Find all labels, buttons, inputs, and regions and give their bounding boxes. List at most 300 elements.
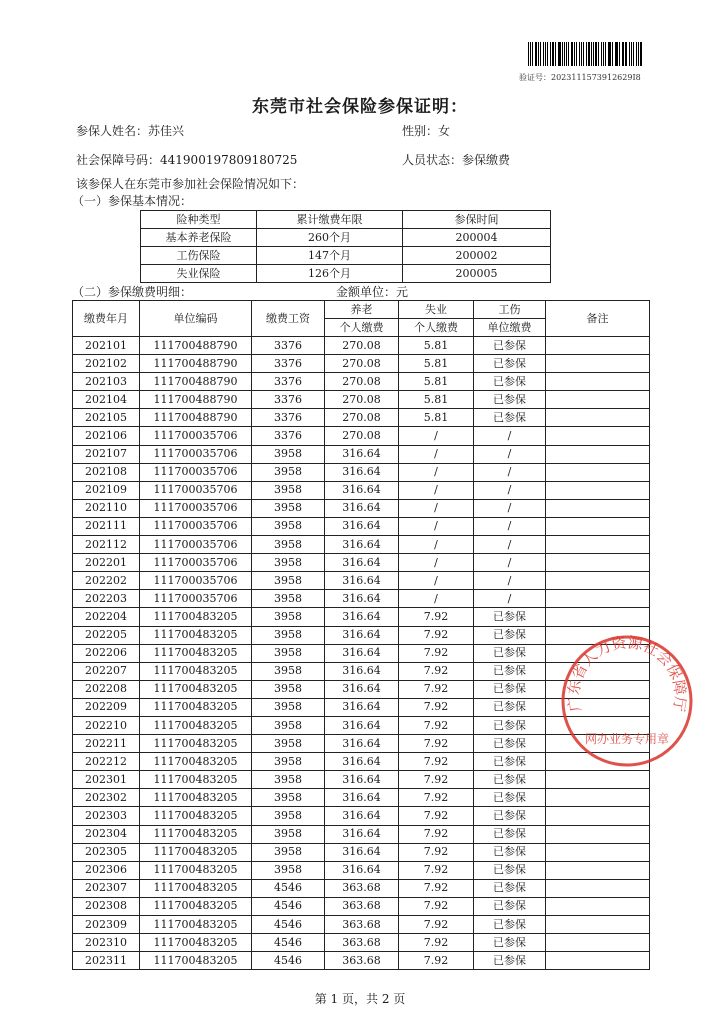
detail-cell: 已参保 xyxy=(474,934,546,952)
detail-cell: 363.68 xyxy=(325,934,399,952)
detail-cell: 已参保 xyxy=(474,879,546,897)
detail-cell: / xyxy=(474,517,546,535)
gender-value: 女 xyxy=(438,124,451,138)
detail-cell: 111700483205 xyxy=(140,825,252,843)
detail-cell: 111700488790 xyxy=(140,409,252,427)
detail-cell: 3376 xyxy=(252,409,325,427)
detail-cell xyxy=(546,517,650,535)
detail-cell: 3958 xyxy=(252,716,325,734)
detail-cell: 已参保 xyxy=(474,373,546,391)
detail-cell: 7.92 xyxy=(399,735,474,753)
detail-cell xyxy=(546,481,650,499)
detail-cell: 3958 xyxy=(252,644,325,662)
detail-cell: 111700035706 xyxy=(140,445,252,463)
detail-cell: 111700488790 xyxy=(140,355,252,373)
detail-cell: 202308 xyxy=(73,897,140,915)
detail-cell: / xyxy=(474,572,546,590)
detail-cell xyxy=(546,373,650,391)
basic-table-row xyxy=(141,229,551,247)
detail-cell xyxy=(546,409,650,427)
detail-cell: 111700483205 xyxy=(140,897,252,915)
detail-cell: / xyxy=(399,481,474,499)
header-injury-employer: 单位缴费 xyxy=(474,319,546,337)
detail-cell: 316.64 xyxy=(325,843,399,861)
detail-cell: 202212 xyxy=(73,753,140,771)
detail-cell: 202305 xyxy=(73,843,140,861)
detail-cell: 已参保 xyxy=(474,916,546,934)
detail-cell xyxy=(546,337,650,355)
name-label: 参保人姓名： xyxy=(76,124,149,138)
basic-table-row xyxy=(141,265,551,283)
header-unit-code: 单位编码 xyxy=(140,301,252,337)
header-wage: 缴费工资 xyxy=(252,301,325,337)
detail-cell: 111700483205 xyxy=(140,843,252,861)
detail-cell: 111700483205 xyxy=(140,916,252,934)
detail-table-row xyxy=(73,590,650,608)
detail-cell: / xyxy=(399,536,474,554)
detail-cell: 202201 xyxy=(73,554,140,572)
intro-text: 该参保人在东莞市参加社会保险情况如下： xyxy=(76,177,305,191)
verification-code xyxy=(519,72,641,83)
header-unemployment: 失业 xyxy=(399,301,474,319)
detail-cell: 已参保 xyxy=(474,716,546,734)
detail-cell xyxy=(546,608,650,626)
detail-cell: 5.81 xyxy=(399,355,474,373)
detail-cell: 已参保 xyxy=(474,662,546,680)
detail-cell: 已参保 xyxy=(474,409,546,427)
detail-cell: 3958 xyxy=(252,445,325,463)
detail-cell: 316.64 xyxy=(325,536,399,554)
status-label: 人员状态： xyxy=(402,153,463,167)
barcode xyxy=(528,42,644,66)
detail-table-row xyxy=(73,897,650,915)
detail-cell: 202108 xyxy=(73,463,140,481)
detail-cell: 111700483205 xyxy=(140,789,252,807)
detail-cell: 3958 xyxy=(252,825,325,843)
detail-cell: 7.92 xyxy=(399,698,474,716)
detail-table-row xyxy=(73,337,650,355)
detail-cell: 已参保 xyxy=(474,337,546,355)
detail-cell: 7.92 xyxy=(399,626,474,644)
header-unemployment-personal: 个人缴费 xyxy=(399,319,474,337)
detail-cell: 316.64 xyxy=(325,499,399,517)
detail-cell: 已参保 xyxy=(474,807,546,825)
detail-cell: / xyxy=(474,427,546,445)
detail-cell: 7.92 xyxy=(399,680,474,698)
detail-cell: 已参保 xyxy=(474,952,546,970)
detail-cell xyxy=(546,355,650,373)
detail-cell xyxy=(546,590,650,608)
detail-cell: 3376 xyxy=(252,373,325,391)
detail-table-row xyxy=(73,934,650,952)
detail-table-row xyxy=(73,427,650,445)
detail-cell: 316.64 xyxy=(325,807,399,825)
detail-cell: 111700488790 xyxy=(140,391,252,409)
detail-cell: 已参保 xyxy=(474,626,546,644)
detail-cell: 202209 xyxy=(73,698,140,716)
detail-cell: 316.64 xyxy=(325,572,399,590)
detail-cell: 202304 xyxy=(73,825,140,843)
detail-cell: 3958 xyxy=(252,771,325,789)
detail-cell: 3958 xyxy=(252,572,325,590)
basic-header-row xyxy=(141,211,551,229)
detail-cell: 316.64 xyxy=(325,644,399,662)
detail-cell xyxy=(546,572,650,590)
detail-cell: 316.64 xyxy=(325,517,399,535)
detail-cell: 3958 xyxy=(252,481,325,499)
detail-table-row xyxy=(73,843,650,861)
detail-cell: / xyxy=(399,427,474,445)
detail-cell: 202303 xyxy=(73,807,140,825)
detail-cell: 7.92 xyxy=(399,753,474,771)
detail-cell: 111700035706 xyxy=(140,572,252,590)
detail-cell xyxy=(546,499,650,517)
header-enroll-date: 参保时间 xyxy=(403,211,551,229)
detail-cell: 111700483205 xyxy=(140,626,252,644)
svg-text:广东省人力资源社会保障厅 xyxy=(565,633,690,713)
detail-cell: 111700035706 xyxy=(140,463,252,481)
detail-cell: 7.92 xyxy=(399,897,474,915)
detail-cell: 3958 xyxy=(252,680,325,698)
detail-cell: 202211 xyxy=(73,735,140,753)
detail-cell xyxy=(546,879,650,897)
detail-cell: 3958 xyxy=(252,861,325,879)
detail-cell: / xyxy=(399,499,474,517)
detail-cell: 3376 xyxy=(252,337,325,355)
detail-cell: 111700483205 xyxy=(140,644,252,662)
detail-cell: 4546 xyxy=(252,879,325,897)
detail-cell: / xyxy=(399,554,474,572)
detail-table-row xyxy=(73,536,650,554)
detail-cell: 363.68 xyxy=(325,897,399,915)
detail-table-row xyxy=(73,916,650,934)
detail-cell: 3958 xyxy=(252,608,325,626)
detail-table-row xyxy=(73,355,650,373)
detail-table-row xyxy=(73,861,650,879)
detail-cell: 111700483205 xyxy=(140,735,252,753)
detail-cell: 202310 xyxy=(73,934,140,952)
detail-cell: 7.92 xyxy=(399,952,474,970)
detail-cell: 111700035706 xyxy=(140,427,252,445)
stamp-inner-text: 网办业务专用章 xyxy=(584,732,670,746)
detail-cell xyxy=(546,897,650,915)
basic-cell: 200004 xyxy=(403,229,551,247)
detail-cell: / xyxy=(399,590,474,608)
detail-cell xyxy=(546,391,650,409)
header-insurance-type: 险种类型 xyxy=(141,211,257,229)
basic-table-body xyxy=(141,229,551,283)
detail-cell: 202107 xyxy=(73,445,140,463)
name-value: 苏佳兴 xyxy=(148,124,185,138)
detail-cell: 7.92 xyxy=(399,879,474,897)
detail-cell: 5.81 xyxy=(399,373,474,391)
detail-table-row xyxy=(73,373,650,391)
detail-cell: / xyxy=(474,536,546,554)
detail-table-row xyxy=(73,572,650,590)
detail-cell: 3958 xyxy=(252,536,325,554)
basic-info-table xyxy=(140,210,551,283)
detail-cell: 111700035706 xyxy=(140,481,252,499)
status-value: 参保缴费 xyxy=(462,153,511,167)
basic-cell: 147个月 xyxy=(257,247,403,265)
detail-cell: 已参保 xyxy=(474,861,546,879)
detail-cell: 202309 xyxy=(73,916,140,934)
detail-cell: 3958 xyxy=(252,554,325,572)
detail-cell: 202203 xyxy=(73,590,140,608)
detail-cell: 363.68 xyxy=(325,879,399,897)
detail-table-row xyxy=(73,517,650,535)
detail-cell: 316.64 xyxy=(325,608,399,626)
detail-cell: 316.64 xyxy=(325,445,399,463)
detail-cell: 202109 xyxy=(73,481,140,499)
detail-cell: 202110 xyxy=(73,499,140,517)
detail-cell: 202101 xyxy=(73,337,140,355)
detail-cell: 已参保 xyxy=(474,680,546,698)
detail-table-row xyxy=(73,771,650,789)
page-footer: 第 1 页，共 2 页 xyxy=(314,992,406,1006)
detail-cell: 316.64 xyxy=(325,680,399,698)
detail-cell: 已参保 xyxy=(474,753,546,771)
detail-cell: 202307 xyxy=(73,879,140,897)
detail-cell: 3376 xyxy=(252,355,325,373)
detail-table-row xyxy=(73,952,650,970)
detail-table-row xyxy=(73,409,650,427)
detail-cell: 316.64 xyxy=(325,861,399,879)
section2-title: （二）参保缴费明细： xyxy=(72,285,193,299)
detail-cell: 7.92 xyxy=(399,861,474,879)
person-name xyxy=(76,122,184,139)
detail-cell: 3376 xyxy=(252,427,325,445)
detail-cell: 3958 xyxy=(252,590,325,608)
detail-cell: 316.64 xyxy=(325,789,399,807)
detail-cell: 270.08 xyxy=(325,337,399,355)
detail-cell: / xyxy=(399,517,474,535)
detail-cell: 111700483205 xyxy=(140,771,252,789)
detail-cell xyxy=(546,934,650,952)
amount-unit: 金额单位：元 xyxy=(336,285,409,299)
detail-cell: 111700035706 xyxy=(140,590,252,608)
detail-cell xyxy=(546,843,650,861)
detail-table-row xyxy=(73,463,650,481)
detail-cell: 202311 xyxy=(73,952,140,970)
detail-cell: 7.92 xyxy=(399,644,474,662)
detail-cell: 3958 xyxy=(252,463,325,481)
detail-cell: 363.68 xyxy=(325,952,399,970)
detail-cell: 363.68 xyxy=(325,916,399,934)
detail-cell: 111700035706 xyxy=(140,554,252,572)
detail-cell: 316.64 xyxy=(325,771,399,789)
verification-value: 2023111573912629I8 xyxy=(551,73,641,82)
detail-cell: 已参保 xyxy=(474,391,546,409)
detail-cell: 7.92 xyxy=(399,807,474,825)
basic-cell: 260个月 xyxy=(257,229,403,247)
official-seal-stamp xyxy=(557,631,697,771)
detail-cell: 316.64 xyxy=(325,662,399,680)
detail-cell: 5.81 xyxy=(399,337,474,355)
detail-cell: 3958 xyxy=(252,662,325,680)
detail-cell: 111700483205 xyxy=(140,753,252,771)
detail-table-row xyxy=(73,879,650,897)
detail-cell: 7.92 xyxy=(399,662,474,680)
detail-cell: 316.64 xyxy=(325,463,399,481)
detail-cell: 已参保 xyxy=(474,897,546,915)
detail-cell: 已参保 xyxy=(474,789,546,807)
detail-cell xyxy=(546,916,650,934)
detail-cell: 316.64 xyxy=(325,753,399,771)
detail-cell: 7.92 xyxy=(399,934,474,952)
basic-table-row xyxy=(141,247,551,265)
detail-cell xyxy=(546,554,650,572)
detail-cell: 111700483205 xyxy=(140,680,252,698)
detail-cell: 7.92 xyxy=(399,825,474,843)
detail-cell: 5.81 xyxy=(399,409,474,427)
detail-cell: 111700035706 xyxy=(140,517,252,535)
detail-table-row xyxy=(73,499,650,517)
detail-cell: 202205 xyxy=(73,626,140,644)
detail-cell: 4546 xyxy=(252,897,325,915)
detail-cell: 202105 xyxy=(73,409,140,427)
header-remark: 备注 xyxy=(546,301,650,337)
detail-cell: 111700483205 xyxy=(140,807,252,825)
detail-cell: 202207 xyxy=(73,662,140,680)
person-gender xyxy=(402,122,450,139)
detail-cell: 202111 xyxy=(73,517,140,535)
detail-cell: 270.08 xyxy=(325,391,399,409)
detail-table-row xyxy=(73,554,650,572)
detail-cell: 270.08 xyxy=(325,373,399,391)
detail-cell: 4546 xyxy=(252,952,325,970)
detail-cell: 202210 xyxy=(73,716,140,734)
detail-cell: 3958 xyxy=(252,517,325,535)
detail-cell: 202102 xyxy=(73,355,140,373)
detail-cell: 202202 xyxy=(73,572,140,590)
detail-cell: 3958 xyxy=(252,807,325,825)
detail-cell: 3958 xyxy=(252,843,325,861)
detail-cell: 111700483205 xyxy=(140,698,252,716)
detail-cell: 316.64 xyxy=(325,825,399,843)
detail-table-row xyxy=(73,481,650,499)
detail-cell: 111700488790 xyxy=(140,337,252,355)
detail-cell: / xyxy=(474,481,546,499)
detail-cell: 111700483205 xyxy=(140,952,252,970)
person-ssn xyxy=(76,151,297,168)
detail-cell: 7.92 xyxy=(399,608,474,626)
detail-cell: 270.08 xyxy=(325,355,399,373)
detail-cell: 已参保 xyxy=(474,843,546,861)
detail-cell: / xyxy=(474,445,546,463)
detail-cell: 202103 xyxy=(73,373,140,391)
detail-cell xyxy=(546,952,650,970)
detail-table-row xyxy=(73,608,650,626)
basic-cell: 200005 xyxy=(403,265,551,283)
detail-cell: 已参保 xyxy=(474,355,546,373)
detail-cell: 202302 xyxy=(73,789,140,807)
detail-table-row xyxy=(73,807,650,825)
detail-cell: 316.64 xyxy=(325,716,399,734)
detail-table-row xyxy=(73,825,650,843)
detail-cell: 202112 xyxy=(73,536,140,554)
basic-cell: 失业保险 xyxy=(141,265,257,283)
detail-cell: 316.64 xyxy=(325,735,399,753)
detail-cell: 7.92 xyxy=(399,771,474,789)
detail-cell: 3958 xyxy=(252,626,325,644)
detail-cell: 已参保 xyxy=(474,735,546,753)
detail-cell: 已参保 xyxy=(474,771,546,789)
detail-cell: 270.08 xyxy=(325,409,399,427)
detail-cell xyxy=(546,807,650,825)
detail-cell: / xyxy=(399,572,474,590)
ssn-label: 社会保障号码： xyxy=(76,153,161,167)
detail-cell: 316.64 xyxy=(325,590,399,608)
detail-table-row xyxy=(73,391,650,409)
detail-cell: 3958 xyxy=(252,499,325,517)
detail-cell: 111700035706 xyxy=(140,536,252,554)
header-injury: 工伤 xyxy=(474,301,546,319)
detail-table-row xyxy=(73,789,650,807)
detail-header-row-1 xyxy=(73,301,650,319)
basic-cell: 126个月 xyxy=(257,265,403,283)
detail-cell: 202301 xyxy=(73,771,140,789)
basic-cell: 200002 xyxy=(403,247,551,265)
detail-cell: / xyxy=(399,463,474,481)
detail-cell: 202106 xyxy=(73,427,140,445)
detail-cell: 7.92 xyxy=(399,916,474,934)
detail-cell: 202104 xyxy=(73,391,140,409)
detail-table-row xyxy=(73,445,650,463)
header-pension-personal: 个人缴费 xyxy=(325,319,399,337)
detail-cell: 7.92 xyxy=(399,843,474,861)
detail-cell: 111700483205 xyxy=(140,879,252,897)
detail-cell: 316.64 xyxy=(325,481,399,499)
detail-cell: 已参保 xyxy=(474,644,546,662)
detail-cell: 316.64 xyxy=(325,698,399,716)
detail-cell xyxy=(546,463,650,481)
section1-title: （一）参保基本情况： xyxy=(72,194,193,208)
detail-cell xyxy=(546,427,650,445)
detail-cell: 3958 xyxy=(252,789,325,807)
header-pension: 养老 xyxy=(325,301,399,319)
detail-cell: 202204 xyxy=(73,608,140,626)
detail-cell: 111700488790 xyxy=(140,373,252,391)
person-status xyxy=(402,151,510,168)
detail-cell: 3958 xyxy=(252,735,325,753)
detail-cell xyxy=(546,789,650,807)
detail-cell: 111700483205 xyxy=(140,716,252,734)
detail-cell: 111700483205 xyxy=(140,608,252,626)
stamp-outer-text: 广东省人力资源社会保障厅 xyxy=(564,633,690,713)
detail-cell xyxy=(546,771,650,789)
detail-cell: 316.64 xyxy=(325,554,399,572)
detail-cell: / xyxy=(474,554,546,572)
verification-label: 验证号： xyxy=(519,73,551,82)
detail-cell: 4546 xyxy=(252,916,325,934)
detail-cell: 7.92 xyxy=(399,716,474,734)
detail-cell: 202208 xyxy=(73,680,140,698)
detail-cell: 111700483205 xyxy=(140,662,252,680)
detail-cell: 3958 xyxy=(252,698,325,716)
detail-cell: 111700035706 xyxy=(140,499,252,517)
detail-cell: 3958 xyxy=(252,753,325,771)
basic-cell: 工伤保险 xyxy=(141,247,257,265)
detail-cell xyxy=(546,536,650,554)
ssn-value: 441900197809180725 xyxy=(160,153,298,167)
detail-cell: 已参保 xyxy=(474,825,546,843)
detail-cell: 202306 xyxy=(73,861,140,879)
detail-cell xyxy=(546,825,650,843)
detail-cell: 5.81 xyxy=(399,391,474,409)
detail-cell: 111700483205 xyxy=(140,861,252,879)
detail-cell: 3376 xyxy=(252,391,325,409)
